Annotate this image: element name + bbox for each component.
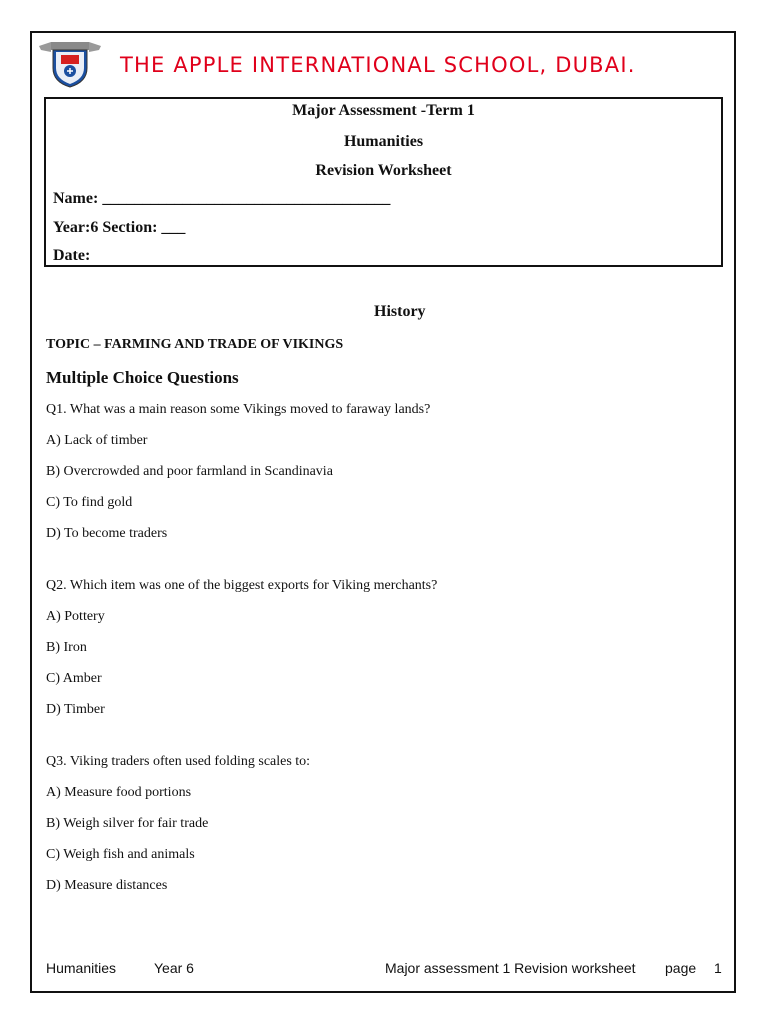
question-2-option-d: D) Timber <box>46 702 105 717</box>
question-1-option-b: B) Overcrowded and poor farmland in Scandinavia <box>46 464 333 479</box>
date-field: Date: <box>53 247 91 264</box>
year-section-field: Year:6 Section: ___ <box>53 219 186 236</box>
section-title: History <box>374 303 426 320</box>
question-1-option-a: A) Lack of timber <box>46 433 148 448</box>
school-name: THE APPLE INTERNATIONAL SCHOOL, DUBAI. <box>120 53 636 77</box>
footer-page-label: page <box>665 960 697 976</box>
footer-page-number: 1 <box>714 960 722 976</box>
question-3-option-a: A) Measure food portions <box>46 785 192 800</box>
question-1: Q1. What was a main reason some Vikings moved to faraway lands? <box>46 402 431 417</box>
question-2-option-b: B) Iron <box>46 640 87 655</box>
question-3-option-b: B) Weigh silver for fair trade <box>46 816 209 831</box>
footer-year: Year 6 <box>154 960 194 976</box>
mcq-heading: Multiple Choice Questions <box>46 368 239 387</box>
question-3-option-d: D) Measure distances <box>46 878 168 893</box>
question-2-option-c: C) Amber <box>46 671 102 686</box>
footer-subject: Humanities <box>46 960 117 976</box>
question-2-option-a: A) Pottery <box>46 609 105 624</box>
subject-title: Humanities <box>343 133 424 150</box>
question-2: Q2. Which item was one of the biggest exports for Viking merchants? <box>46 578 438 593</box>
question-3-option-c: C) Weigh fish and animals <box>46 847 195 862</box>
name-field: Name: ____________________________________ <box>53 190 391 207</box>
question-3: Q3. Viking traders often used folding scales to: <box>46 754 311 769</box>
info-box <box>44 97 723 267</box>
question-1-option-c: C) To find gold <box>46 495 133 510</box>
footer-doc-title: Major assessment 1 Revision worksheet <box>385 960 636 976</box>
worksheet-title: Revision Worksheet <box>315 162 452 179</box>
school-crest-logo <box>37 38 103 88</box>
topic-heading: TOPIC – FARMING AND TRADE OF VIKINGS <box>46 337 344 352</box>
assessment-title: Major Assessment -Term 1 <box>292 102 475 119</box>
question-1-option-d: D) To become traders <box>46 526 168 541</box>
